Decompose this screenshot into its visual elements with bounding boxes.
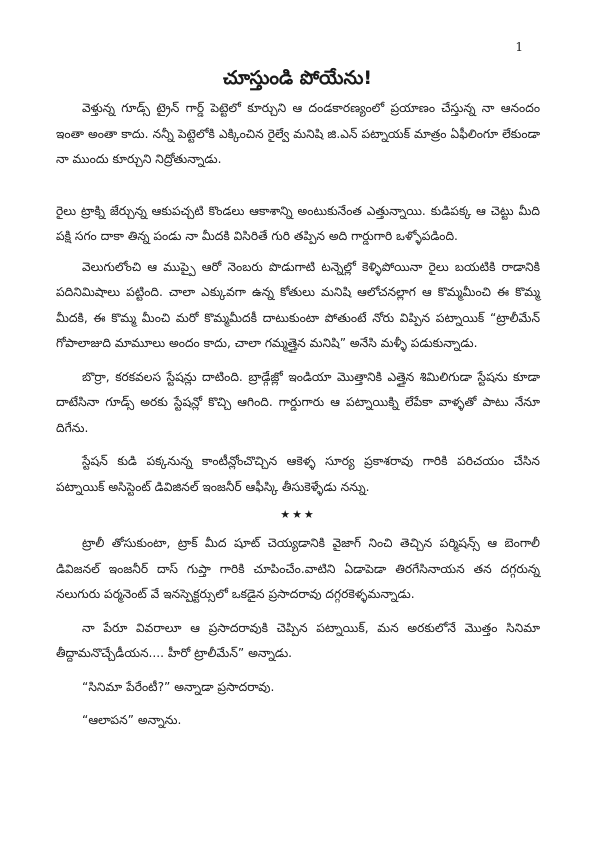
- story-body: [56, 96, 540, 734]
- paragraph-3: వెలుగులోంచి ఆ ముప్పై ఆరో నెంబరు పొడుగాటి టన్నెల్లో కెళ్ళిపోయినా రైలు బయటికి రాడానికి పదినిమిషాలు పట్టింది. చాలా ఎక్కువగా ఉన్న కోతులు మనిషి ఆలోచనల్లాగ ఆ కొమ్మమీంచి ఈ కొమ్మ మీదకి, ఈ కొమ్మ మీంచి మరో కొమ్మమీదకీ దాటుకుంటా పోతుంటే నోరు విప్పిన పట్నాయిక్ “ట్రాలీమేన్ గోపాలాజుది మామూలు అందం కాదు, చాలా గమ్మత్తైన మనిషి” అనేసి మళ్ళీ పడుకున్నాడు.: [56, 259, 540, 350]
- paragraph-4: బొర్రా, కరకవలస స్టేషన్లు దాటింది. బ్రాడ్గేజ్లో ఇండియా మొత్తానికి ఎత్తైన శిమిలిగుడా స్టేషను కూడా దాటేసినా గూడ్స్ అరకు స్టేషన్లో కొచ్చి ఆగింది. గార్డుగారు ఆ పట్నాయిక్ని లేపేకా వాళ్ళతో పాటు నేనూ దిగేను.: [56, 369, 540, 435]
- paragraph-7: నా పేరూ వివరాలూ ఆ ప్రసాదరావుకి చెప్పిన పట్నాయిక్, మన అరకులోనే మొత్తం సినిమా తీద్దామనొచ్చేడీయన.... హీరో ట్రాలీమేన్” అన్నాడు.: [56, 620, 540, 660]
- paragraph-9: “ఆలాపన” అన్నాను.: [82, 713, 182, 727]
- paragraph-2: రైలు ట్రాక్ని జేర్చున్న ఆకుపచ్చటి కొండలు ఆకాశాన్ని అంటుకునేంత ఎత్తున్నాయి. కుడిపక్క ఆ చెట్టు మీది పక్షి సగం దాకా తిన్న పండు నా మీదకి విసిరితే గురి తప్పిన అది గార్డుగారి ఒళ్ళోపడింది.: [56, 203, 540, 243]
- chapter-title: చూస్తుండి పోయేను!: [222, 67, 373, 89]
- paragraph-6: ట్రాలీ తోసుకుంటా, ట్రాక్ మీద షూట్ చెయ్యడానికి వైజాగ్ నించి తెచ్చిన పర్మిషన్స్ ఆ బెంగాలీ డివిజనల్ ఇంజనీర్ దాస్ గుప్తా గారికి చూపించేం.వాటిని ఏడాపెడా తిరగేసినాయన తన దగ్గరున్న నలుగురు పర్మనెంట్ వే ఇనస్పెక్టర్సులో ఒకడైన ప్రసాదరావు దగ్గరకెళ్ళమన్నాడు.: [56, 536, 540, 601]
- paragraph-1: వెళ్తున్న గూడ్స్ ట్రైన్ గార్డ్ పెట్టెలో కూర్చుని ఆ దండకారణ్యంలో ప్రయాణం చేస్తున్న నా ఆనందం ఇంతా అంతా కాదు. నన్నీ పెట్టెలోకి ఎక్కించిన రైల్వే మనిషి జి.ఎన్ పట్నాయక్ మాత్రం ఏఫీలింగూ లేకుండా నా ముందు కూర్చుని నిద్రోతున్నాడు.: [56, 101, 540, 166]
- paragraph-8: “సినిమా పేరేంటీ?” అన్నాడా ప్రసాదరావు.: [82, 679, 275, 694]
- section-break: ★★★: [280, 508, 316, 521]
- paragraph-5: స్టేషన్ కుడి పక్కనున్న కాంటీన్లోంచొచ్చిన ఆకెళ్ళ సూర్య ప్రకాశరావు గారికి పరిచయం చేసిన పట్నాయిక్ అసిస్టెంట్ డివిజినల్ ఇంజనీర్ ఆఫీస్కి తీసుకెళ్ళేడు నన్ను.: [56, 454, 540, 494]
- page-number: 1: [515, 40, 523, 54]
